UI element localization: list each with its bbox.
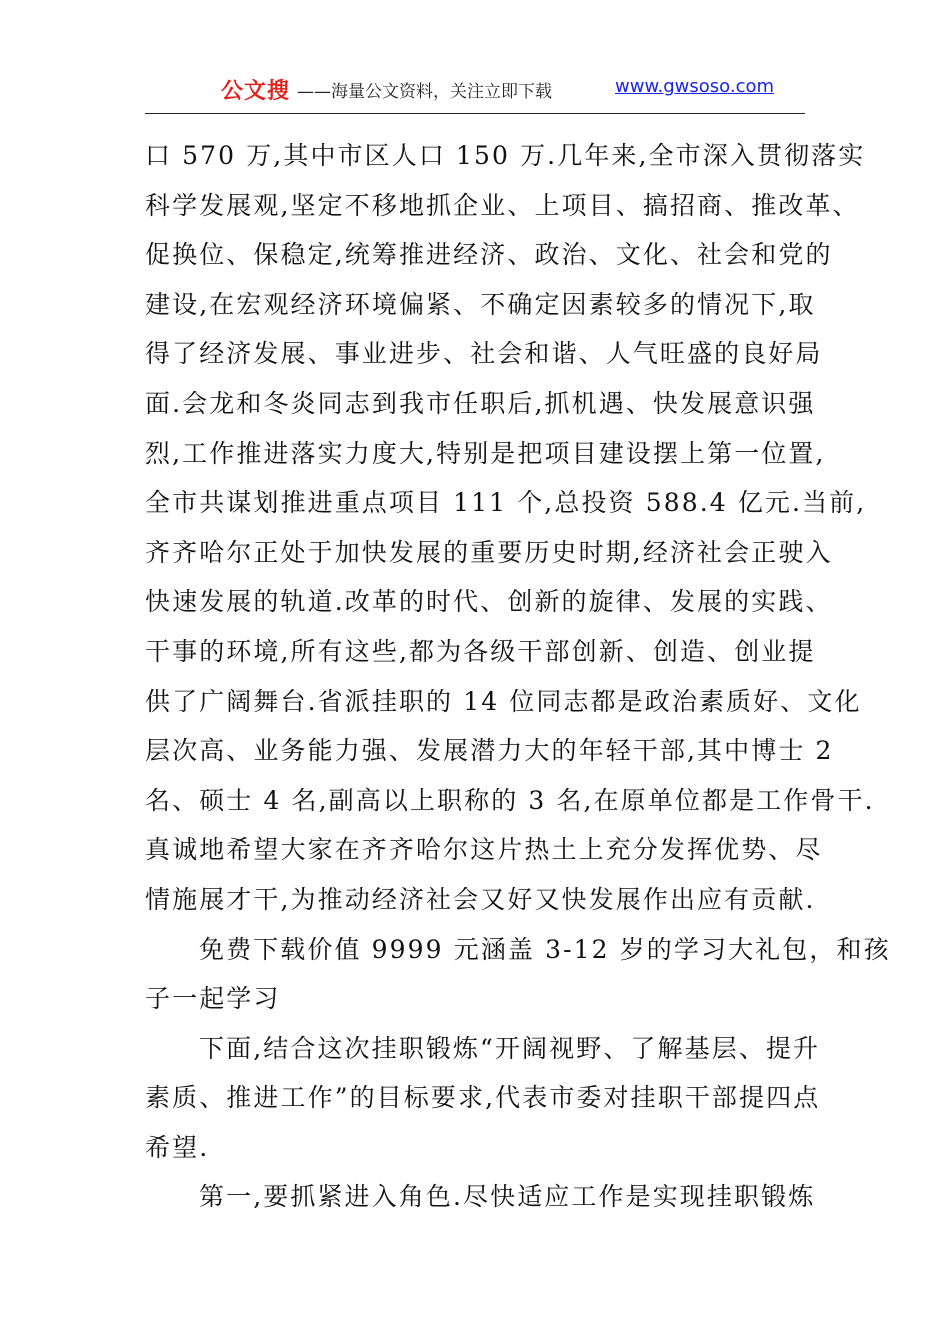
text-line: 希望. xyxy=(145,1132,210,1162)
text-line: 层次高、业务能力强、发展潜力大的年轻干部,其中博士 2 xyxy=(145,736,834,766)
header-slogan: ——海量公文资料，关注立即下载 xyxy=(297,82,552,102)
text-line: 口 570 万,其中市区人口 150 万.几年来,全市深入贯彻落实 xyxy=(145,141,866,170)
brand-logo-text: 公文搜 xyxy=(221,79,291,104)
text-line: 下面,结合这次挂职锻炼“开阔视野、了解基层、提升 xyxy=(199,1033,821,1063)
text-line: 真诚地希望大家在齐齐哈尔这片热土上充分发挥优势、尽 xyxy=(145,835,823,865)
text-line: 快速发展的轨道.改革的时代、创新的旋律、发展的实践、 xyxy=(145,587,833,617)
text-line: 子一起学习 xyxy=(145,984,281,1014)
text-line: 促换位、保稳定,统筹推进经济、政治、文化、社会和党的 xyxy=(145,240,833,270)
text-line: 免费下载价值 9999 元涵盖 3-12 岁的学习大礼包，和孩 xyxy=(199,934,891,964)
text-line: 齐齐哈尔正处于加快发展的重要历史时期,经济社会正驶入 xyxy=(145,537,833,567)
text-line: 建设,在宏观经济环境偏紧、不确定因素较多的情况下,取 xyxy=(145,289,816,319)
text-line: 面.会龙和冬炎同志到我市任职后,抓机遇、快发展意识强 xyxy=(145,388,816,418)
text-line: 第一,要抓紧进入角色.尽快适应工作是实现挂职锻炼 xyxy=(199,1182,816,1212)
text-line: 得了经济发展、事业进步、社会和谐、人气旺盛的良好局 xyxy=(145,339,823,369)
header-divider xyxy=(145,113,805,114)
text-line: 干事的环境,所有这些,都为各级干部创新、创造、创业提 xyxy=(145,636,816,666)
text-line: 素质、推进工作”的目标要求,代表市委对挂职干部提四点 xyxy=(145,1083,821,1113)
text-line: 名、硕士 4 名,副高以上职称的 3 名,在原单位都是工作骨干. xyxy=(145,785,875,815)
text-line: 科学发展观,坚定不移地抓企业、上项目、搞招商、推改革、 xyxy=(145,190,860,220)
document-body xyxy=(145,131,891,1222)
text-line: 烈,工作推进落实力度大,特别是把项目建设摆上第一位置, xyxy=(145,438,826,468)
site-link[interactable]: www.gwsoso.com xyxy=(615,76,775,97)
page-header xyxy=(145,70,805,106)
text-line: 全市共谋划推进重点项目 111 个,总投资 588.4 亿元.当前, xyxy=(145,488,867,518)
text-line: 供了广阔舞台.省派挂职的 14 位同志都是政治素质好、文化 xyxy=(145,686,862,716)
text-line: 情施展才干,为推动经济社会又好又快发展作出应有贡献. xyxy=(145,884,816,914)
